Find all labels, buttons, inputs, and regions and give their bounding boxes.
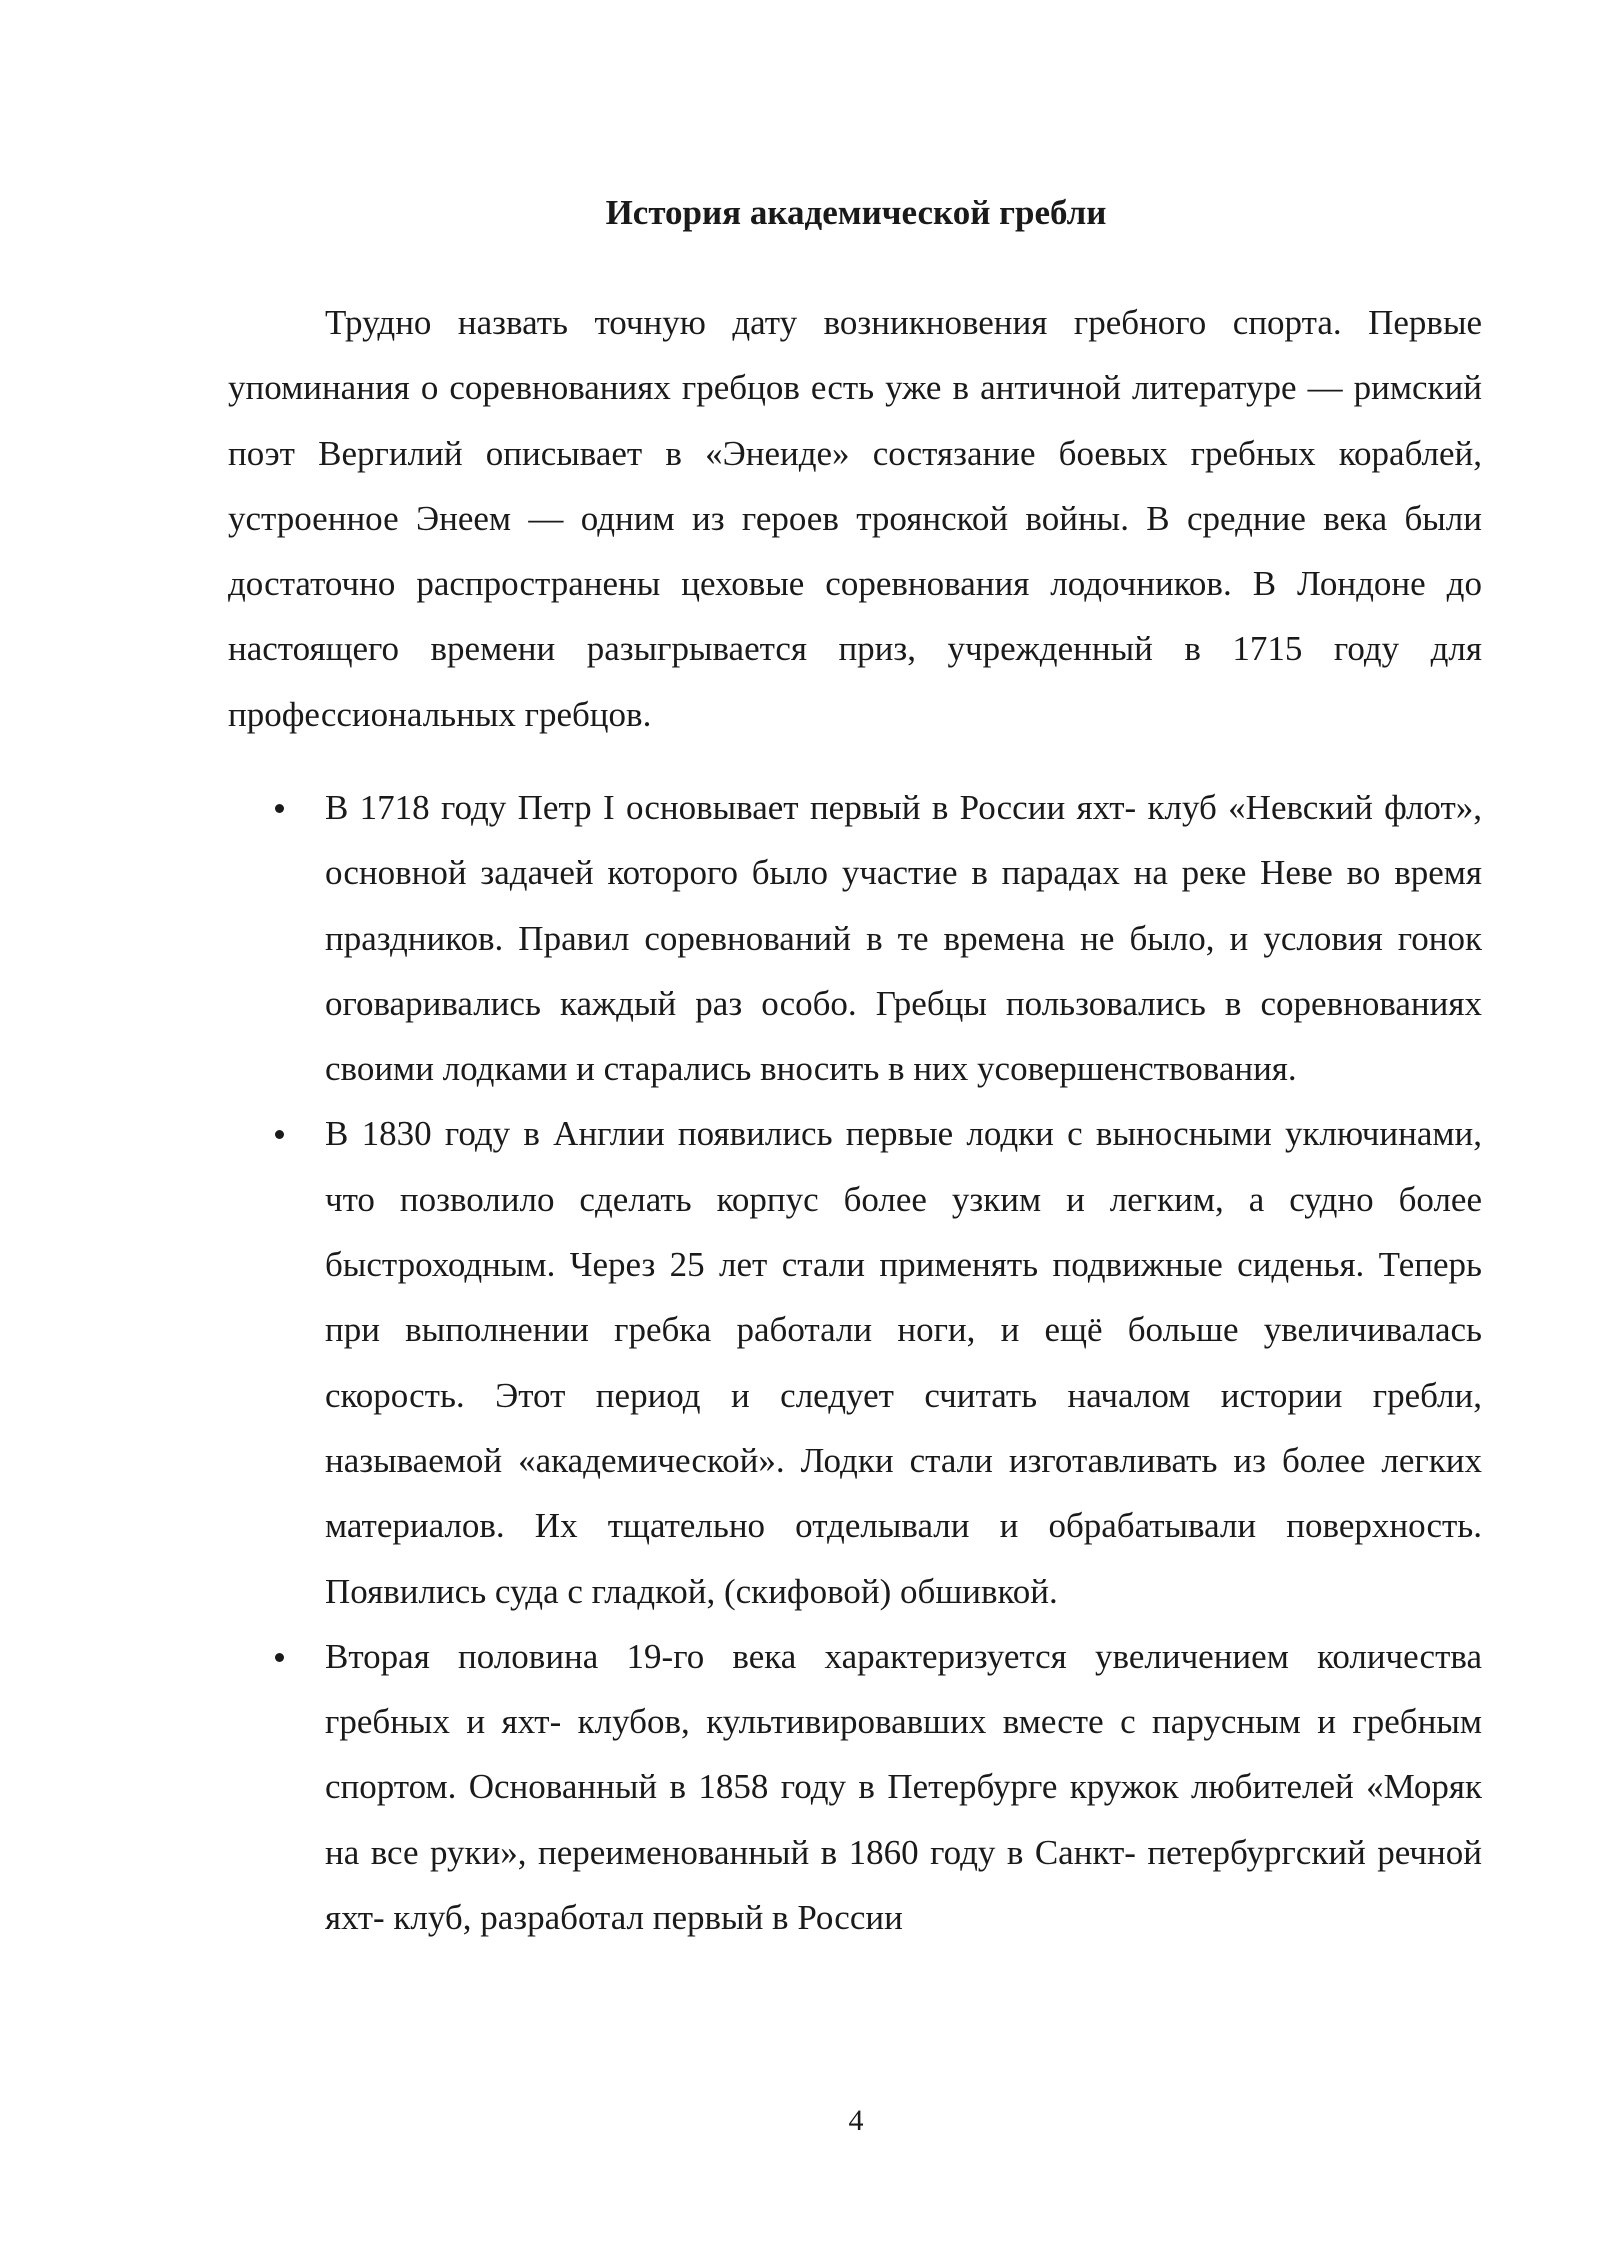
bullet-dot-icon bbox=[275, 1130, 284, 1139]
bullet-dot-icon bbox=[275, 1653, 284, 1662]
bullet-list bbox=[228, 775, 1482, 1950]
bullet-item bbox=[228, 1624, 1482, 1950]
page-number: 4 bbox=[848, 2104, 864, 2137]
page-title: История академической гребли bbox=[605, 193, 1107, 232]
intro-paragraph: Трудно назвать точную дату возникновения гребного спорта. Первые упоминания о соревнованиях гребцов есть уже в античной литературе — римский поэт Вергилий описывает в «Энеиде» состязание боевых гребных кораблей, устроенное Энеем — одним из героев троянской войны. В средние века были достаточно распространены цеховые соревнования лодочников. В Лондоне до настоящего времени разыгрывается приз, учрежденный в 1715 году для профессиональных гребцов. bbox=[228, 303, 1482, 734]
bullet-dot-icon bbox=[275, 804, 284, 813]
bullet-text: В 1830 году в Англии появились первые лодки с выносными уключинами, что позволило сделать корпус более узким и легким, а судно более быстроходным. Через 25 лет стали применять подвижные сиденья. Теперь при выполнении гребка работали ноги, и ещё больше увеличивалась скорость. Этот период и следует считать началом истории гребли, называемой «академической». Лодки стали изготавливать из более легких материалов. Их тщательно отделывали и обрабатывали поверхность. Появились суда с гладкой, (скифовой) обшивкой. bbox=[325, 1114, 1482, 1611]
bullet-text: Вторая половина 19-го века характеризуется увеличением количества гребных и яхт- клубов, культивировавших вместе с парусным и гребным спортом. Основанный в 1858 году в Петербурге кружок любителей «Моряк на все руки», переименованный в 1860 году в Санкт- петербургский речной яхт- клуб, разработал первый в России bbox=[325, 1636, 1482, 1938]
bullet-text: В 1718 году Петр I основывает первый в России яхт- клуб «Невский флот», основной задачей которого было участие в парадах на реке Неве во время праздников. Правил соревнований в те времена не было, и условия гонок оговаривались каждый раз особо. Гребцы пользовались в соревнованиях своими лодками и старались вносить в них усовершенствования. bbox=[325, 788, 1482, 1089]
bullet-item bbox=[228, 775, 1482, 1101]
bullet-item bbox=[228, 1101, 1482, 1623]
